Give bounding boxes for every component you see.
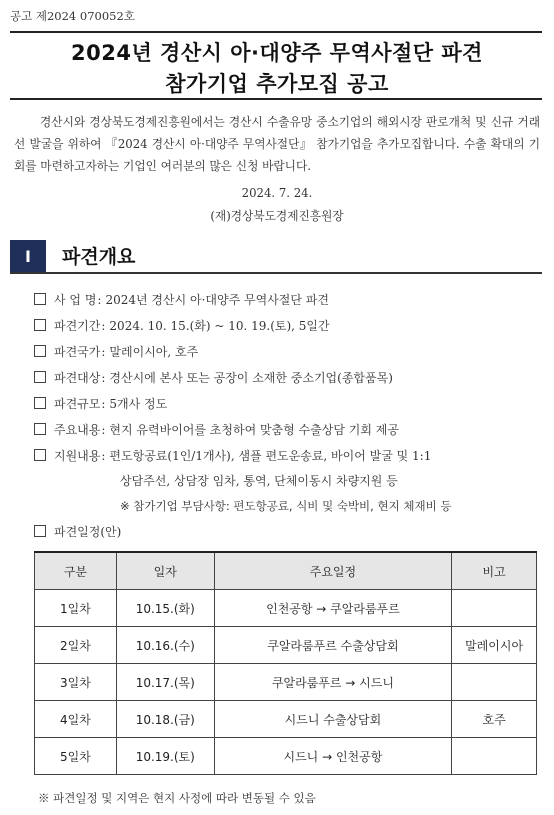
- table-row: [35, 664, 537, 701]
- checkbox-icon: [34, 449, 46, 461]
- item-label: 파견국가: [54, 345, 101, 359]
- item-scale: 파견규모: 5개사 정도: [34, 395, 167, 412]
- cell-plan: 쿠알라룸푸르 수출상담회: [214, 627, 451, 664]
- header-note: 비고: [452, 552, 537, 590]
- item-value: 편도항공료(1인/1개사), 샘플 편도운송료, 바이어 발굴 및 1:1: [109, 449, 432, 463]
- support-continued: 상담주선, 상담장 임차, 통역, 단체이동시 차량지원 등: [120, 474, 398, 488]
- cell-day: 1일차: [35, 590, 117, 627]
- top-rule: [10, 31, 542, 33]
- title-rule: [10, 98, 542, 100]
- schedule-table: [34, 551, 537, 775]
- announcement-date: 2024. 7. 24.: [241, 186, 313, 200]
- item-label: 파견대상: [54, 371, 101, 385]
- cell-date: 10.15.(화): [116, 590, 214, 627]
- table-header-row: [35, 552, 537, 590]
- item-value: 5개사 정도: [109, 397, 168, 411]
- header-plan: 주요일정: [214, 552, 451, 590]
- cell-plan: 쿠알라룸푸르 → 시드니: [214, 664, 451, 701]
- table-row: [35, 701, 537, 738]
- item-countries: 파견국가: 말레이시아, 호주: [34, 343, 198, 360]
- table-row: [35, 590, 537, 627]
- item-main-content: 주요내용: 현지 유력바이어를 초청하여 맞춤형 수출상담 기회 제공: [34, 421, 399, 438]
- cell-day: 2일차: [35, 627, 117, 664]
- item-schedule: [34, 523, 121, 540]
- header-day: 구분: [35, 552, 117, 590]
- item-value: 경산시에 본사 또는 공장이 소재한 중소기업(종합품목): [109, 371, 393, 385]
- cell-day: 5일차: [35, 738, 117, 775]
- item-label: 사 업 명: [54, 293, 97, 307]
- header-date: 일자: [116, 552, 214, 590]
- table-row: [35, 627, 537, 664]
- table-row: [35, 738, 537, 775]
- item-value: 말레이시아, 호주: [109, 345, 199, 359]
- cell-plan: 시드니 수출상담회: [214, 701, 451, 738]
- item-value: 현지 유력바이어를 초청하여 맞춤형 수출상담 기회 제공: [109, 423, 399, 437]
- cell-plan: 시드니 → 인천공항: [214, 738, 451, 775]
- item-label: 파견규모: [54, 397, 101, 411]
- issuer: (재)경상북도경제진흥원장: [210, 209, 344, 223]
- item-value: 2024년 경산시 아·대양주 무역사절단 파견: [105, 293, 329, 307]
- notice-number: 공고 제2024 070052호: [10, 9, 135, 23]
- cell-note: [452, 738, 537, 775]
- item-target: 파견대상: 경산시에 본사 또는 공장이 소재한 중소기업(종합품목): [34, 369, 393, 386]
- cell-date: 10.16.(수): [116, 627, 214, 664]
- cell-date: 10.19.(토): [116, 738, 214, 775]
- item-period: 파견기간: 2024. 10. 15.(화) ~ 10. 19.(토), 5일간: [34, 317, 330, 334]
- checkbox-icon: [34, 397, 46, 409]
- section-number: Ⅰ: [10, 240, 46, 273]
- cell-day: 3일차: [35, 664, 117, 701]
- item-support: 지원내용: 편도항공료(1인/1개사), 샘플 편도운송료, 바이어 발굴 및 1:1: [34, 447, 431, 464]
- title-line-2: 참가기업 추가모집 공고: [165, 72, 389, 96]
- burden-note: ※ 참가기업 부담사항: 편도항공료, 식비 및 숙박비, 현지 체재비 등: [120, 499, 452, 513]
- cell-note: 호주: [452, 701, 537, 738]
- section-rule: [10, 272, 542, 274]
- checkbox-icon: [34, 345, 46, 357]
- item-label: 지원내용: [54, 449, 101, 463]
- cell-note: 말레이시아: [452, 627, 537, 664]
- footnote: ※ 파견일정 및 지역은 현지 사정에 따라 변동될 수 있음: [38, 791, 316, 805]
- title-line-1: 2024년 경산시 아·대양주 무역사절단 파견: [71, 41, 483, 65]
- item-label: 파견일정(안): [54, 525, 122, 539]
- item-label: 주요내용: [54, 423, 101, 437]
- item-value: 2024. 10. 15.(화) ~ 10. 19.(토), 5일간: [109, 319, 330, 333]
- checkbox-icon: [34, 319, 46, 331]
- intro-paragraph: 경산시와 경상북도경제진흥원에서는 경산시 수출유망 중소기업의 해외시장 판로개척 및 신규 거래선 발굴을 위하여 『2024 경산시 아·대양주 무역사절단』 참가기업을 추가모집합니다. 수출 확대의 기회를 마련하고자하는 기업인 여러분의 많은 신청 바랍니다.: [14, 115, 540, 173]
- checkbox-icon: [34, 371, 46, 383]
- checkbox-icon: [34, 293, 46, 305]
- item-project-name: 사 업 명: 2024년 경산시 아·대양주 무역사절단 파견: [34, 291, 329, 308]
- cell-date: 10.17.(목): [116, 664, 214, 701]
- cell-note: [452, 664, 537, 701]
- cell-day: 4일차: [35, 701, 117, 738]
- checkbox-icon: [34, 525, 46, 537]
- item-label: 파견기간: [54, 319, 101, 333]
- checkbox-icon: [34, 423, 46, 435]
- cell-date: 10.18.(금): [116, 701, 214, 738]
- section-title: 파견개요: [62, 246, 136, 268]
- cell-plan: 인천공항 → 쿠알라룸푸르: [214, 590, 451, 627]
- cell-note: [452, 590, 537, 627]
